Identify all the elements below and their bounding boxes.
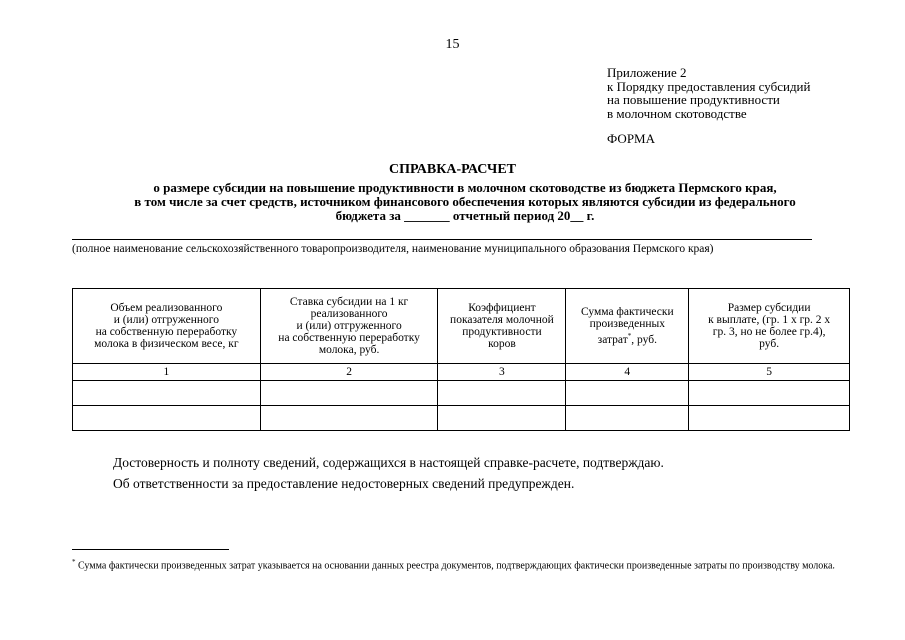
- table-cell: [73, 381, 261, 406]
- subtitle-line: в том числе за счет средств, источником финансового обеспечения которых являются субсидии из федерального: [134, 194, 796, 209]
- appendix-line: к Порядку предоставления субсидий: [607, 78, 811, 94]
- appendix-line: на повышение продуктивности: [607, 92, 780, 107]
- producer-caption: (полное наименование сельскохозяйственного товаропроизводителя, наименование муниципального образования Пермского края): [72, 243, 714, 255]
- table-cell: [260, 381, 438, 406]
- document-title: СПРАВКА-РАСЧЕТ: [388, 162, 517, 177]
- table-row: [73, 381, 850, 406]
- header-cell-rate: Ставка субсидии на 1 кг реализованного и (или) отгруженного на собственную переработку молока, руб.: [260, 289, 438, 364]
- table-cell: [689, 406, 850, 431]
- footnote-separator: [72, 549, 229, 550]
- table-cell: [73, 406, 261, 431]
- table-cell: [260, 406, 438, 431]
- footnote-mark: *: [72, 558, 76, 566]
- table-cell: [689, 381, 850, 406]
- table-cell: [438, 406, 566, 431]
- header-cell-volume: Объем реализованного и (или) отгруженного на собственную переработку молока в физическом весе, кг: [73, 289, 261, 364]
- table-cell: [566, 381, 689, 406]
- column-number: 3: [438, 364, 566, 381]
- appendix-line: в молочном скотоводстве: [607, 105, 747, 121]
- table-row: [73, 406, 850, 431]
- calculation-table: [72, 288, 850, 431]
- table-header-row: [73, 289, 850, 364]
- header-cell-coefficient: Коэффициент показателя молочной продуктивности коров: [438, 289, 566, 364]
- footnote: [72, 556, 858, 572]
- form-label: ФОРМА: [607, 131, 655, 146]
- subtitle-line: бюджета за _______ отчетный период 20__ г.: [335, 208, 595, 223]
- header-cell-subsidy: Размер субсидии к выплате, (гр. 1 х гр. 2 х гр. 3, но не более гр.4), руб.: [689, 289, 850, 364]
- producer-fill-line: [72, 239, 812, 240]
- table-cell: [566, 406, 689, 431]
- header-cell-costs: Сумма фактически произведенных затрат*, руб.: [566, 289, 689, 364]
- column-number: 5: [689, 364, 850, 381]
- confirmation-text: Достоверность и полноту сведений, содержащихся в настоящей справке-расчете, подтверждаю.: [113, 455, 664, 470]
- footnote-mark: *: [627, 332, 632, 341]
- column-number: 4: [566, 364, 689, 381]
- page-number: 15: [445, 37, 460, 52]
- document-subtitle: [70, 181, 860, 223]
- subtitle-line: о размере субсидии на повышение продуктивности в молочном скотоводстве из бюджета Пермского края,: [153, 180, 777, 195]
- appendix-block: [607, 66, 810, 120]
- column-number: 2: [260, 364, 438, 381]
- table-number-row: [73, 364, 850, 381]
- responsibility-text: Об ответственности за предоставление недостоверных сведений предупрежден.: [113, 476, 575, 491]
- column-number: 1: [73, 364, 261, 381]
- appendix-line: Приложение 2: [607, 65, 687, 80]
- table-cell: [438, 381, 566, 406]
- footnote-text: Сумма фактически произведенных затрат указывается на основании данных реестра документов, подтверждающих фактически произведенные затраты по производству молока.: [78, 560, 835, 572]
